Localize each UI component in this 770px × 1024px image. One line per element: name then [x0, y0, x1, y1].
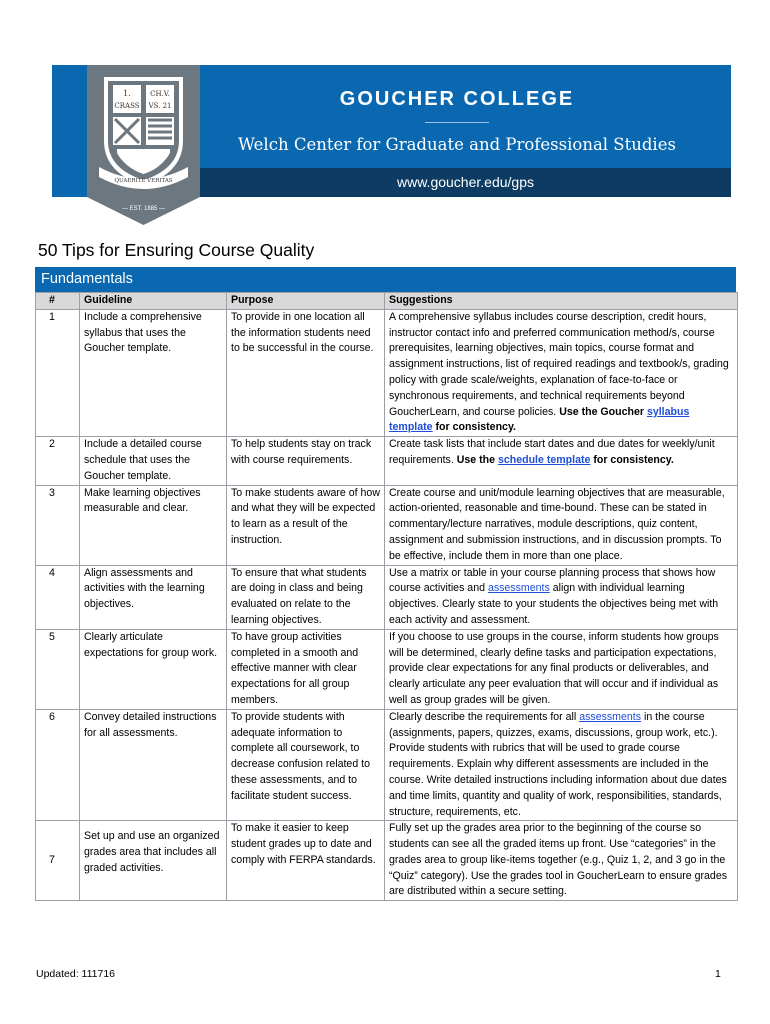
seal-left-text-1: 1.: [123, 89, 131, 98]
purpose-cell: To provide students with adequate information to complete all coursework, to decrease confusion related to these assessments, and to facilitate student success.: [227, 709, 385, 821]
suggestion-bold-text: Use the: [456, 453, 496, 466]
website-url[interactable]: www.goucher.edu/gps: [397, 174, 534, 190]
assessments-link[interactable]: assessments: [579, 710, 642, 723]
col-header-guideline: Guideline: [80, 293, 227, 310]
suggestion-bold-text: for consistency.: [593, 453, 674, 466]
col-header-number: #: [36, 293, 80, 310]
suggestion-bold-text: Use the Goucher: [559, 405, 644, 418]
table-row: [36, 309, 738, 436]
syllabus-template-link[interactable]: syllabus template: [389, 405, 690, 434]
suggestion-cell: [385, 309, 738, 436]
table-header-row: [36, 293, 738, 310]
row-number: 4: [36, 565, 80, 629]
table-row: [36, 629, 738, 709]
guideline-cell: Align assessments and activities with the learning objectives.: [80, 565, 227, 629]
purpose-cell: To make students aware of how and what they will be expected to learn as a result of the instruction.: [227, 485, 385, 565]
purpose-cell: To help students stay on track with course requirements.: [227, 437, 385, 485]
section-header-bar: [35, 267, 736, 292]
row-number: 6: [36, 709, 80, 821]
table-row: [36, 565, 738, 629]
col-header-suggestions: Suggestions: [385, 293, 738, 310]
guideline-cell: Include a comprehensive syllabus that uses the Goucher template.: [80, 309, 227, 436]
suggestion-cell: [385, 709, 738, 821]
schedule-template-link[interactable]: schedule template: [497, 453, 591, 466]
guideline-cell: [80, 821, 227, 901]
purpose-cell: To make it easier to keep student grades up to date and comply with FERPA standards.: [227, 821, 385, 901]
seal-left-text-2: CRASS: [114, 102, 140, 110]
table-row: [36, 437, 738, 485]
row-number: 3: [36, 485, 80, 565]
guideline-cell: Include a detailed course schedule that uses the Goucher template.: [80, 437, 227, 485]
col-header-purpose: Purpose: [227, 293, 385, 310]
seal-right-text-2: VS. 21: [148, 102, 172, 110]
seal-est-text: — EST. 1885 —: [121, 206, 166, 212]
college-seal-logo: [87, 65, 200, 225]
divider: [425, 122, 489, 123]
suggestion-text: Create task lists that include start dates and due dates for weekly/unit requirements.: [389, 438, 715, 466]
row-number: 5: [36, 629, 80, 709]
suggestion-cell: Create course and unit/module learning objectives that are measurable, action-oriented, reasonable and time-bound. These can be stated in commentary/lecture narratives, module descriptions, quiz content, assignment and submission instructions, and in discussion prompts. To be effective, include them in more than one place.: [385, 485, 738, 565]
guideline-cell: Clearly articulate expectations for group work.: [80, 629, 227, 709]
assessments-link[interactable]: assessments: [487, 582, 550, 595]
section-title: Fundamentals: [41, 271, 133, 287]
tips-table: [35, 292, 738, 901]
guideline-cell: Convey detailed instructions for all assessments.: [80, 709, 227, 821]
suggestion-text: align with individual learning objectives. Clearly state to your students the objectives being met with each activity and assessment.: [389, 582, 719, 626]
row-number: 1: [36, 309, 80, 436]
suggestion-cell: [385, 565, 738, 629]
purpose-cell: To have group activities completed in a smooth and effective manner with clear expectations for all group members.: [227, 629, 385, 709]
suggestion-text: Use a matrix or table in your course planning process that shows how course activities and: [389, 566, 716, 595]
page-number: 1: [715, 968, 721, 980]
suggestion-text: A comprehensive syllabus includes course description, credit hours, instructor contact info and preferred communication method/s, course prerequisites, learning objectives, main topics, course format and assignment instructions, list of required readings and textbook/s, grading policy with grade scale/weights, explanation of face-to-face or synchronous requirements, and technical requirements beyond GoucherLearn, and course policies.: [389, 310, 729, 418]
row-number: 7: [36, 821, 80, 901]
center-name: Welch Center for Graduate and Professional Studies: [238, 135, 676, 154]
table-row: [36, 709, 738, 821]
page-title: 50 Tips for Ensuring Course Quality: [38, 240, 315, 260]
purpose-cell: To ensure that what students are doing in class and being evaluated on relate to the learning objectives.: [227, 565, 385, 629]
table-row: [36, 485, 738, 565]
suggestion-bold-text: for consistency.: [435, 421, 516, 434]
seal-ribbon-text: QUAERITE VERITAS: [114, 178, 173, 184]
suggestion-cell: Fully set up the grades area prior to the beginning of the course so students can see all the graded items up front. Use “categories” in the grades area to group like-items together (e.g., Quiz 1, 2, and 3 go in the “Quiz” category). Use the grades tool in GoucherLearn to ensure grades are distributed within a secure setting.: [385, 821, 738, 901]
suggestion-text: Clearly describe the requirements for all: [389, 710, 577, 723]
purpose-cell: To provide in one location all the information students need to be successful in the course.: [227, 309, 385, 436]
table-row: [36, 821, 738, 901]
college-name: GOUCHER COLLEGE: [339, 88, 575, 110]
row-number: 2: [36, 437, 80, 485]
suggestion-text: in the course (assignments, papers, quizzes, exams, discussions, group work, etc.). Provide students with rubrics that will be used to grade course requirements. Explain why different assessments are included in the course. Write detailed instructions including information about due dates and time limits, quantity and quality of work, responsibilities, standards, structure, requirements, etc.: [389, 710, 727, 818]
guideline-text: Set up and use an organized grades area that includes all graded activities.: [84, 830, 220, 874]
suggestion-cell: [385, 437, 738, 485]
seal-right-text-1: CH.V.: [150, 90, 170, 98]
guideline-cell: Make learning objectives measurable and clear.: [80, 485, 227, 565]
suggestion-cell: If you choose to use groups in the course, inform students how groups will be determined, clearly define tasks and participation expectations, provide clear expectations for any final products or deliverables, and clearly articulate any peer evaluation that will occur and if individual as well as group grades will be given.: [385, 629, 738, 709]
updated-date: Updated: 111716: [36, 968, 116, 980]
